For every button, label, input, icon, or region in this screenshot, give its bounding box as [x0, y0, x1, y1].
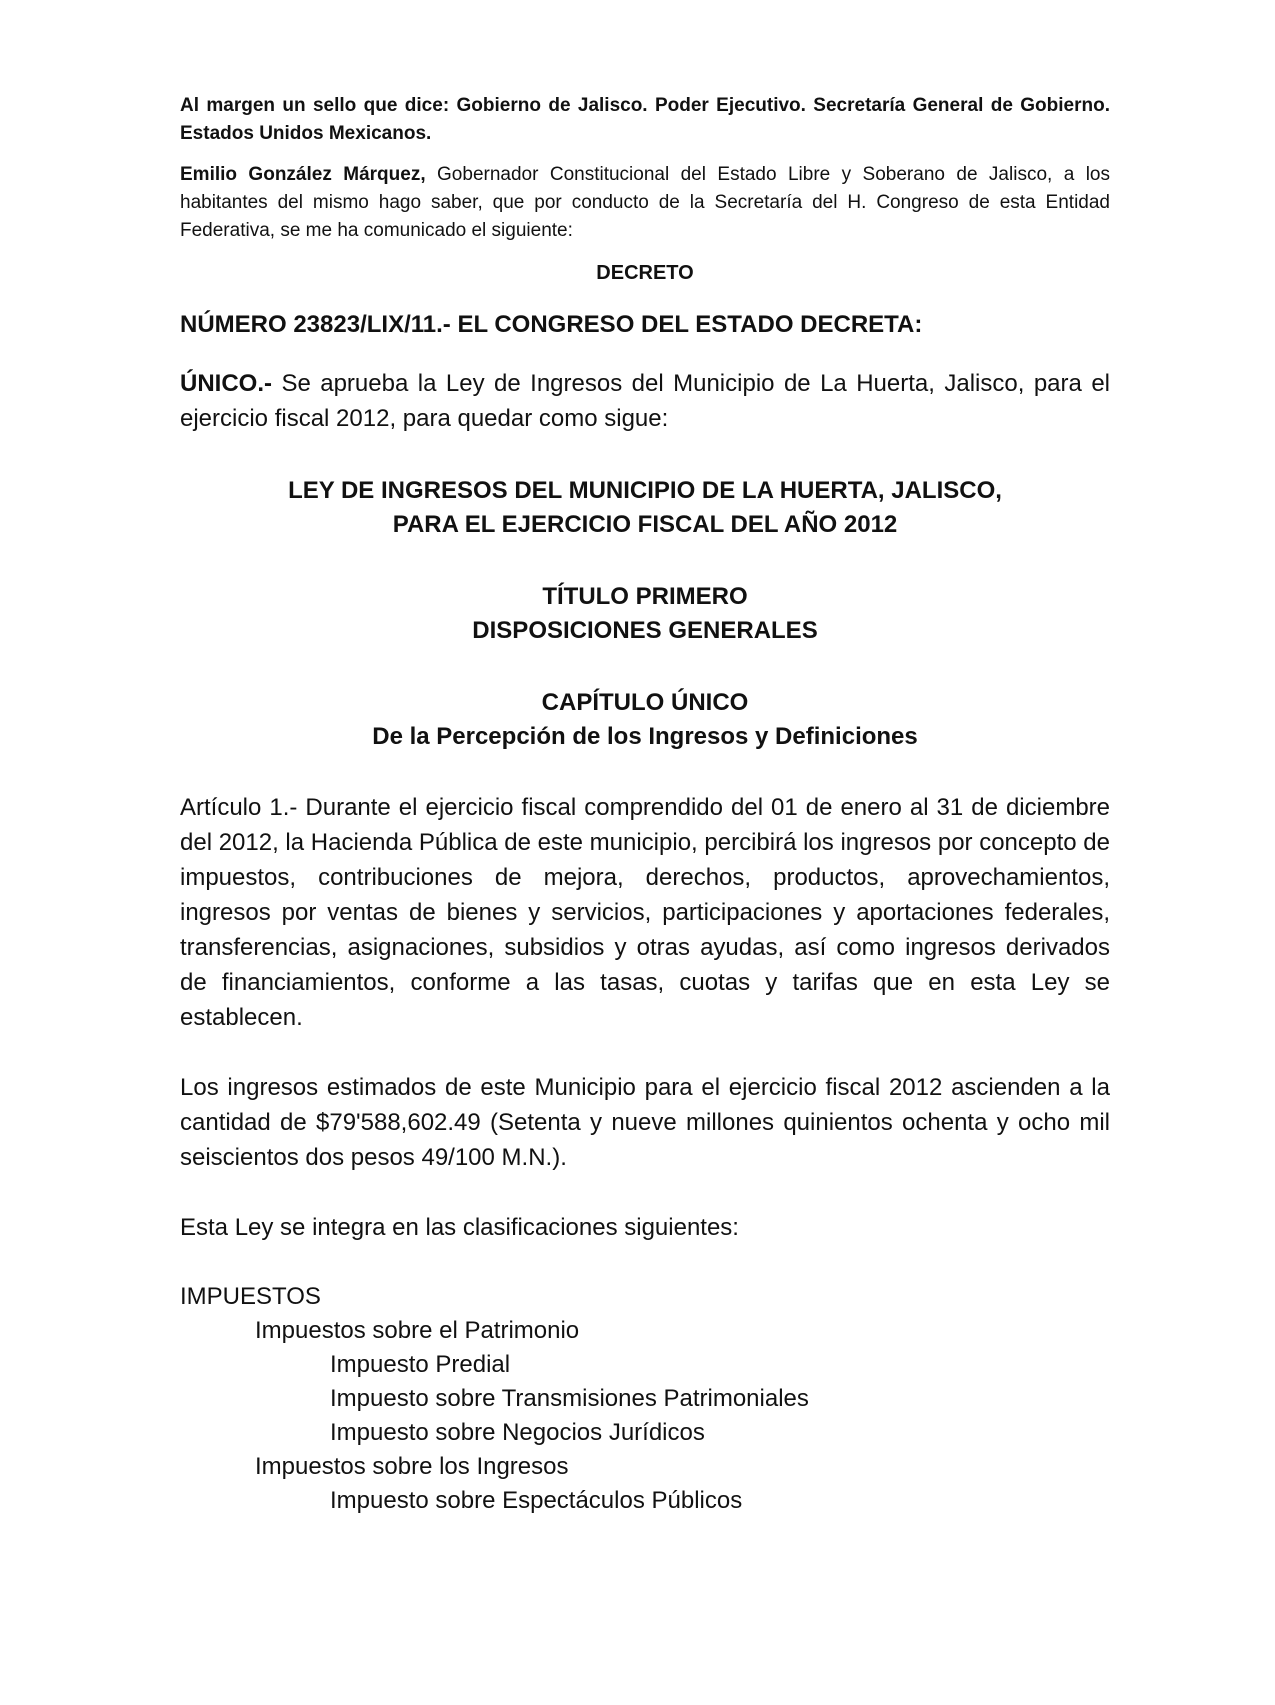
classification-item: IMPUESTOS — [180, 1283, 321, 1310]
titulo-heading — [180, 580, 1110, 648]
articulo-1: Artículo 1.- Durante el ejercicio fiscal comprendido del 01 de enero al 31 de diciembre del 2012, la Hacienda Pública de este municipio, percibirá los ingresos por concepto de impuestos, contribuciones de mejora, derechos, productos, aprovechamientos, ingresos por ventas de bienes y servicios, participaciones y aportaciones federales, transferencias, asignaciones, subsidios y otras ayudas, así como ingresos derivados de financiamientos, conforme a las tasas, cuotas y tarifas que en esta Ley se establecen. — [180, 794, 1110, 1031]
classification-intro: Esta Ley se integra en las clasificaciones siguientes: — [180, 1214, 739, 1241]
classification-list — [180, 1280, 1110, 1518]
law-title — [180, 474, 1110, 542]
classification-item: Impuestos sobre los Ingresos — [255, 1453, 569, 1480]
unico-text: Se aprueba la Ley de Ingresos del Municipio de La Huerta, Jalisco, para el ejercicio fiscal 2012, para quedar como sigue: — [180, 370, 1110, 432]
seal-note: Al margen un sello que dice: Gobierno de Jalisco. Poder Ejecutivo. Secretaría General de Gobierno. Estados Unidos Mexicanos. — [180, 95, 1110, 144]
law-title-line-1: LEY DE INGRESOS DEL MUNICIPIO DE LA HUERTA, JALISCO, — [288, 477, 1002, 504]
intro-text: Gobernador Constitucional del Estado Libre y Soberano de Jalisco, a los habitantes del mismo hago saber, que por conducto de la Secretaría del H. Congreso de esta Entidad Federativa, se me ha comunicado el siguiente: — [180, 164, 1110, 241]
classification-item: Impuestos sobre el Patrimonio — [255, 1317, 580, 1344]
titulo-line-1: TÍTULO PRIMERO — [542, 583, 748, 610]
capitulo-line-2: De la Percepción de los Ingresos y Definiciones — [372, 723, 918, 750]
intro-paragraph — [180, 161, 1110, 245]
decreto-number: NÚMERO 23823/LIX/11.- EL CONGRESO DEL ESTADO DECRETA: — [180, 311, 923, 338]
capitulo-heading — [180, 686, 1110, 754]
classification-item: Impuesto sobre Espectáculos Públicos — [330, 1487, 743, 1514]
document-body — [180, 92, 1110, 1518]
classification-item: Impuesto sobre Transmisiones Patrimoniales — [330, 1385, 809, 1412]
capitulo-line-1: CAPÍTULO ÚNICO — [541, 689, 749, 716]
unico-paragraph — [180, 366, 1110, 436]
estimated-income-paragraph: Los ingresos estimados de este Municipio para el ejercicio fiscal 2012 ascienden a la cantidad de $79'588,602.49 (Setenta y nueve millones quinientos ochenta y ocho mil seiscientos dos pesos 49/100 M.N.). — [180, 1074, 1110, 1171]
unico-label: ÚNICO.- — [180, 370, 272, 397]
classification-item: Impuesto sobre Negocios Jurídicos — [330, 1419, 705, 1446]
governor-name: Emilio González Márquez, — [180, 164, 426, 185]
titulo-line-2: DISPOSICIONES GENERALES — [472, 617, 818, 644]
law-title-line-2: PARA EL EJERCICIO FISCAL DEL AÑO 2012 — [392, 511, 898, 538]
classification-item: Impuesto Predial — [330, 1351, 511, 1378]
decreto-label: DECRETO — [596, 262, 694, 284]
